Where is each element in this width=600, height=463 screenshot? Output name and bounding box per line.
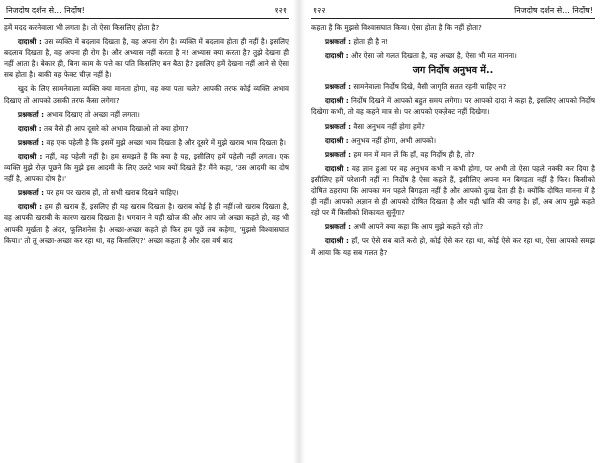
paragraph-text: कहता है कि मुझसे विश्वासघात किया। ऐसा होता है कि नहीं होता? [311,23,482,32]
page-body [311,22,595,258]
paragraph-text: होता ही है न! [353,37,389,47]
speaker-label: दादाश्री : [325,51,349,61]
paragraph-text: सामनेवाला निर्दोष दिखे, वैसी जागृति सतत रहनी चाहिए न? [353,82,507,92]
paragraph [311,22,595,33]
speaker-label: प्रश्नकर्ता : [325,149,352,159]
speaker-label: दादाश्री : [325,135,349,145]
paragraph [311,235,595,257]
book-gutter [293,0,305,463]
paragraph [311,163,595,218]
paragraph-text: हमें मदद करनेवाला भी लगता है। तो ऐसा किसलिए होता है? [4,23,160,32]
paragraph [4,36,289,80]
paragraph-text: हम मन में मान लें कि हाँ, वह निर्दोष ही है, तो? [353,149,475,159]
paragraph [311,221,595,232]
page-header [311,6,595,19]
speaker-label: दादाश्री : [325,163,350,173]
paragraph-text: उस व्यक्ति में बदलाव दिखता है, वह अपना रोग है। व्यक्ति में बदलाव होता ही नहीं है। इसलिए बदलाव दिखता है, वह अपना ही रोग है। और अभ्यास नहीं करता है न! अभ्यास क्या करता है? तुझे देखना ही नहीं आता है। बेकार ही, बिना काम के पत्ते का पति किसलिए बन बैठा है? इसलिए हमें देखना नहीं आने से ऐसा सब होता है। बाकी वह फेक्ट चीज़ नहीं है। [4,37,289,80]
paragraph [4,109,289,120]
paragraph-text: अभी आपने क्या कहा कि आप मुझे कहते रहो तो? [353,222,484,232]
paragraph [4,137,289,148]
paragraph-text: अनुभव नहीं होगा, अभी आपको। [350,135,437,145]
right-page [311,6,595,458]
paragraph [4,187,289,198]
speaker-label: प्रश्नकर्ता : [325,222,352,232]
speaker-label: प्रश्नकर्ता : [18,137,45,147]
paragraph-text: और ऐसा जो गलत दिखता है, वह अच्छा है, ऐसा भी मत मानना। [350,51,517,61]
paragraph [311,95,595,117]
paragraph [311,121,595,132]
paragraph-text: तब वैसे ही आप दूसरे को अभाव दिखाओ तो क्या होगा? [43,123,189,133]
speaker-label: प्रश्नकर्ता : [325,37,352,47]
paragraph-text: वह ज्ञान हुआ पर वह अनुभव कभी न कभी होगा, पर अभी तो ऐसा पहले नक्की कर दिया है इसीलिए हमें परेशानी नहीं न! निर्दोष है ऐसा कहते हैं, इसीलिए अपना मन बिगड़ता नहीं है फिर। किसीको दोषित ठहराया कि आपका मन पहले बिगड़ता नहीं है और आपको दुःख देता ही है। क्योंकि दोषित मानना में है ही नहीं। आपको अज्ञान से ही आपको दोषित दिखता है और यही भ्रांति की जगह है। हाँ, अब आप मुझे कहते रहो पर मैं किसीको शिकायत सुनूँगा? [311,163,595,218]
page-header [4,6,289,19]
paragraph-text: हाँ, पर ऐसे सब बातें करो हो, कोई ऐसे कर रहा था, कोई ऐसे कर रहा था, ऐसा आपको समझ में आया कि यह सब गलत है? [311,236,595,257]
speaker-label: दादाश्री : [18,123,42,133]
paragraph [311,149,595,160]
speaker-label: दादाश्री : [325,96,349,106]
speaker-label: दादाश्री : [18,151,43,161]
page-body [4,22,289,246]
speaker-label: प्रश्नकर्ता : [325,121,352,131]
paragraph-text: वह एक पहेली है कि इसमें मुझे अच्छा भाव दिखता है और दूसरे में मुझे खराब भाव दिखता है। [46,137,286,147]
paragraph [311,81,595,92]
paragraph [4,83,289,105]
paragraph-text: नहीं, वह पहेली नहीं है। हम समझते हैं कि क्या है यह, इसीलिए हमें पहेली नहीं लगता। एक व्यक्ति मुझे रोज़ पूछने कि मुझे इस आदमी के लिए उलटे भाव क्यों दिखते हैं? मैंने कहा, 'उस आदमी का दोष नहीं है, आपका दोष है।' [4,151,289,184]
page-number: १२१ [274,6,287,15]
speaker-label: दादाश्री : [325,236,349,246]
paragraph [311,135,595,146]
paragraph [4,123,289,134]
paragraph [311,36,595,47]
paragraph-text: हम ही खराब हैं, इसलिए ही यह खराब दिखता है। खराब कोई है ही नहीं।जो खराब दिखता है, वह आपकी खराबी के कारण खराब दिखता है। भगवान ने यही खोज की और आप जो अच्छा कहते हो, वह भी आपकी मूर्खता है अंदर, फूलिशनेस है। अच्छा-अच्छा कहते हो फिर हम पूछें तब कहेगा, 'मुझसे विश्वासघात किया।' तो तू अच्छा-अच्छा कर रहा था, वह किसलिए?' अच्छा कहता है और दस वर्ष बाद [4,202,289,245]
paragraph-text: अभाव दिखाए तो अच्छा नहीं लगता। [46,109,140,119]
speaker-label: प्रश्नकर्ता : [18,188,45,198]
paragraph [4,201,289,245]
speaker-label: प्रश्नकर्ता : [18,109,45,119]
paragraph-text: खुद के लिए सामनेवाला व्यक्ति क्या मानता होगा, वह क्या पता चले? आपकी तरफ कोई व्यक्ति अभाव दिखाए तो आपको उसकी तरफ कैसा लगेगा? [4,84,289,105]
paragraph-text: वैसा अनुभव नहीं होगा हमें? [353,121,425,131]
section-title: जग निर्दोष अनुभव में.. [412,65,494,77]
running-title: निजदोष दर्शन से... निर्दोष! [514,6,593,15]
speaker-label: प्रश्नकर्ता : [325,82,352,92]
running-title: निजदोष दर्शन से... निर्दोष! [6,6,85,15]
left-page [4,6,289,458]
paragraph [4,22,289,33]
paragraph [4,151,289,184]
paragraph-text: पर हम पर खराब हों, तो सभी खराब दिखने चाहिए। [46,188,179,198]
speaker-label: दादाश्री : [18,37,42,47]
paragraph [311,50,595,61]
page-number: १२२ [313,6,326,15]
paragraph-text: निर्दोष दिखने में आपको बहुत समय लगेगा। पर आपको दादा ने कहा है, इसलिए आपको निर्दोष दिखेगा कभी, तो वह कहने मात्र से। पर आपको एक्ज़ेक्ट नहीं दिखेगा। [311,96,595,117]
speaker-label: दादाश्री : [18,202,43,212]
